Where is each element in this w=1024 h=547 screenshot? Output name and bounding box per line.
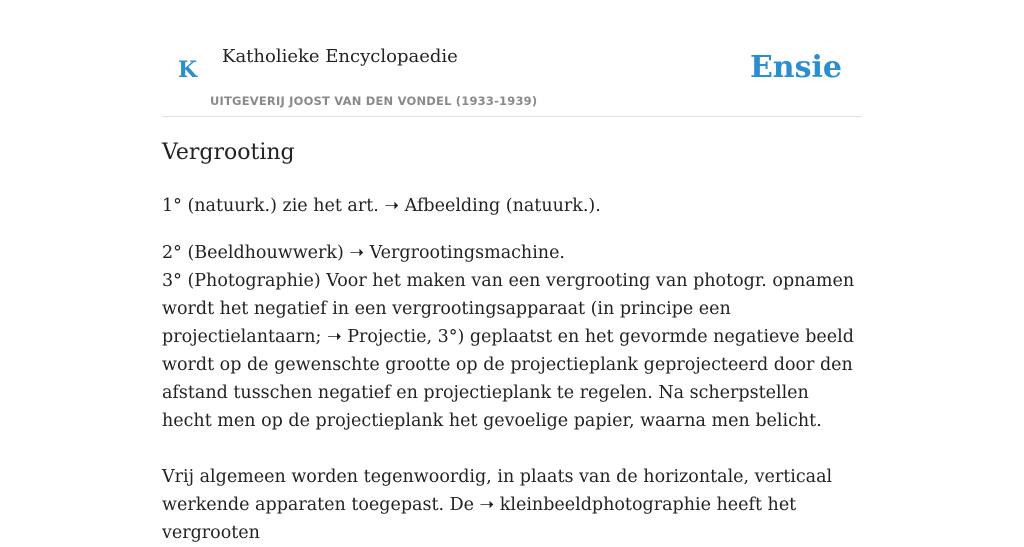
article-paragraph: Vrij algemeen worden tegenwoordig, in plaats van de horizontale, verticaal werkende apparaten toegepast. De ➝ kleinbeeldphotographie heeft het vergrooten xyxy=(162,467,833,543)
publication-subtitle: UITGEVERIJ JOOST VAN DEN VONDEL (1933-1939) xyxy=(210,94,538,108)
paragraph-spacer xyxy=(162,435,862,463)
article-paragraph: 3° (Photographie) Voor het maken van een vergrooting van photogr. opnamen wordt het negatief in een vergrootingsapparaat (in principe een projectielantaarn; ➝ Projectie, 3°) geplaatst en het gevormde negatieve beeld wordt op de gewenschte grootte op de projectieplank geprojecteerd door den afstand tusschen negatief en projectieplank te regelen. Na scherpstellen hecht men op de projectieplank het gevoelige papier, waarna men belicht. xyxy=(162,271,855,431)
ensie-brand-logo[interactable]: Ensie xyxy=(749,50,842,85)
site-header xyxy=(162,0,862,117)
page-container xyxy=(162,0,862,543)
article-paragraph: 2° (Beeldhouwwerk) ➝ Vergrootingsmachine. xyxy=(162,243,565,263)
article-paragraph: 1° (natuurk.) zie het art. ➝ Afbeelding (natuurk.). xyxy=(162,196,601,216)
article-title: Vergrooting xyxy=(162,140,295,165)
publication-title[interactable]: Katholieke Encyclopaedie xyxy=(222,46,458,67)
article-body xyxy=(162,192,862,547)
publication-logo[interactable]: K xyxy=(178,57,198,83)
